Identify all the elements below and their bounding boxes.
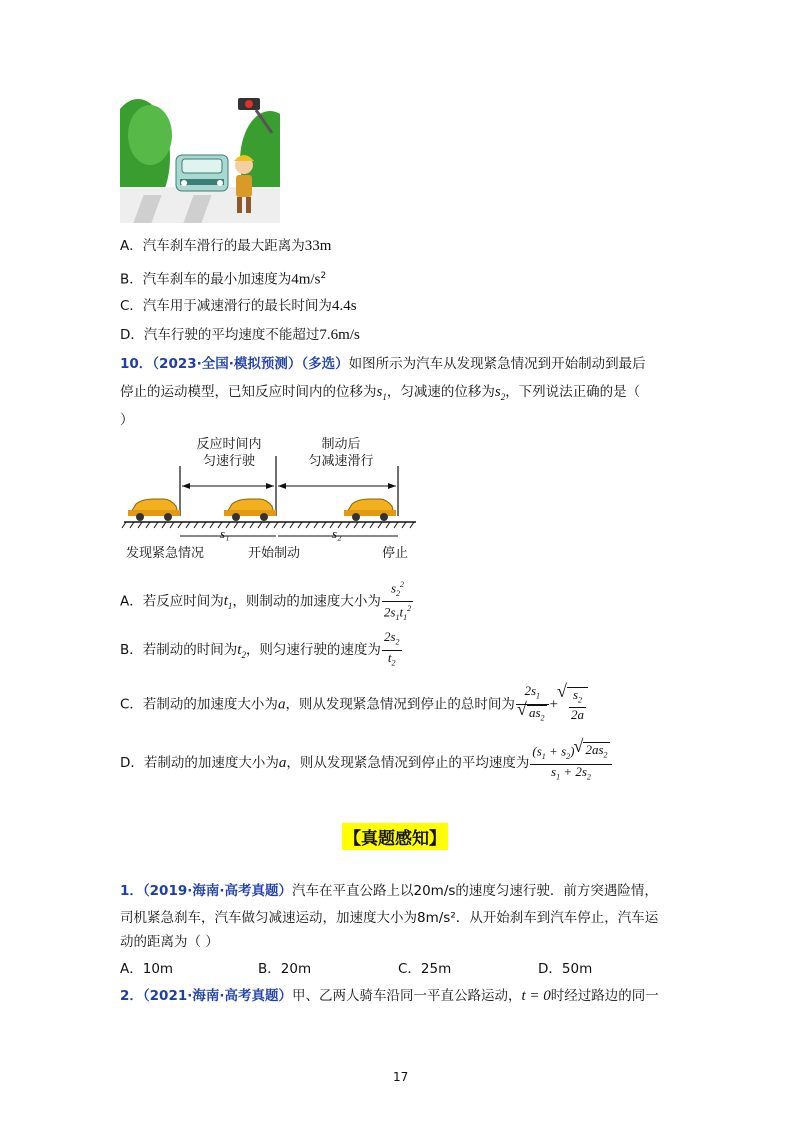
option-b-value: 4m/s	[291, 271, 321, 288]
q10-line-2: 停止的运动模型，已知反应时间内的位移为$s_1$，匀减速的位移为$s_2$，下列说法正确的是（	[120, 384, 641, 402]
fig-label-start: 开始制动	[248, 546, 301, 561]
option-d	[120, 325, 360, 345]
q10-option-c-pre: C．若制动的加速度大小为	[120, 696, 278, 713]
pedestrian-crossing-illustration	[120, 95, 280, 223]
tq1-stem-3: 动的距离为（ ）	[120, 934, 219, 950]
q10-option-b-mid: ，则匀速行驶的速度为	[245, 642, 381, 659]
q10-tag: （多选）	[301, 356, 349, 372]
tq2-source: （2021·海南·高考真题）	[142, 988, 292, 1004]
q10-option-d-mid: ，则从发现紧急情况到停止的平均速度为	[286, 755, 530, 772]
q10-line-1	[120, 354, 646, 374]
page-number: 17	[393, 1070, 409, 1084]
tq2-formula: t = 0	[521, 988, 551, 1004]
tq2-number: 2．	[120, 988, 143, 1004]
q10-option-b-formula: $\frac{2s_2}{t_2}$	[383, 629, 400, 668]
q10-stem-2a: 停止的运动模型，已知反应时间内的位移为	[120, 384, 377, 400]
option-b-superscript: 2	[320, 271, 327, 281]
q10-option-b-pre: B．若制动的时间为	[120, 642, 238, 659]
fig-label-found: 发现紧急情况	[126, 546, 205, 561]
fig-label-s2: s₂	[332, 526, 342, 541]
option-c-text: C．汽车用于减速滑行的最长时间为	[120, 298, 332, 314]
option-b	[120, 266, 326, 290]
tq2-stem-1b: 时经过路边的同一	[550, 988, 659, 1004]
tq2-stem-1a: 甲、乙两人骑车沿同一平直公路运动，	[292, 988, 522, 1004]
tq1-option-c: C．25m	[398, 961, 452, 977]
tq2-line-1	[120, 986, 659, 1006]
fig-label-brake-2: 匀减速滑行	[308, 454, 374, 469]
q10-option-c-mid: ，则从发现紧急情况到停止的总时间为	[285, 696, 515, 713]
option-d-value: 7.6m/s	[319, 327, 360, 343]
fig-label-brake-1: 制动后	[321, 437, 361, 452]
q10-source: （2023·全国·模拟预测）	[152, 356, 302, 372]
fig-label-reaction-2: 匀速行驶	[202, 454, 255, 469]
q10-stem-1: 如图所示为汽车从发现紧急情况到开始制动到最后	[348, 356, 646, 372]
q10-option-d-pre: D．若制动的加速度大小为	[120, 755, 279, 772]
q10-number: 10．	[120, 356, 153, 372]
tq1-stem-1: 汽车在平直公路上以20m/s的速度匀速行驶．前方突遇险情，	[292, 883, 658, 899]
tq1-number: 1．	[120, 883, 143, 899]
q10-option-d: D．若制动的加速度大小为a，则从发现紧急情况到停止的平均速度为 $\frac{(s_1 + s_2)√ 2as_2}{s_1 + 2s_2}$	[120, 742, 613, 784]
tq1-source: （2019·海南·高考真题）	[142, 883, 292, 899]
q10-option-b: B．若制动的时间为$t_2$，则匀速行驶的速度为 $\frac{2s_2}{t_2}$	[120, 630, 403, 672]
option-a	[120, 236, 331, 256]
option-d-text: D．汽车行驶的平均速度不能超过	[120, 327, 320, 343]
q10-option-d-formula: $\frac{(s_1 + s_2)√ 2as_2}{s_1 + 2s_2}$	[530, 742, 611, 784]
q10-option-c-formula-2: √ $\frac{s_2}{2a}$	[567, 687, 588, 723]
q10-option-a: A．若反应时间为$t_1$，则制动的加速度大小为 $\frac{s_2^2}{2s_1t_1^2}$	[120, 578, 414, 625]
fig-label-reaction-1: 反应时间内	[196, 437, 262, 452]
section-heading: 【真题感知】	[342, 823, 448, 850]
option-c-value: 4.4s	[331, 298, 357, 314]
q10-stem-2b: ，匀减速的位移为	[386, 384, 495, 400]
option-a-value: 33m	[304, 238, 332, 254]
fig-label-s1: s₁	[220, 526, 230, 541]
tq1-line-1	[120, 881, 658, 901]
q10-stem-2c: ，下列说法正确的是（	[505, 384, 641, 400]
q10-motion-figure	[120, 436, 420, 562]
q10-option-c: C．若制动的加速度大小为a，则从发现紧急情况到停止的总时间为 $2s_1$ √ $as_2$ + √ $\frac{s_2}{2a}$	[120, 684, 589, 725]
tq1-option-a: A．10m	[120, 961, 174, 977]
tq1-option-d: D．50m	[538, 961, 593, 977]
q10-option-a-formula: $\frac{s_2^2}{2s_1t_1^2}$	[383, 580, 412, 622]
q10-option-a-mid: ，则制动的加速度大小为	[232, 593, 381, 610]
option-b-text: B．汽车刹车的最小加速度为	[120, 271, 292, 288]
q10-option-a-pre: A．若反应时间为	[120, 593, 224, 610]
tq1-option-b: B．20m	[258, 961, 312, 977]
fig-label-stop: 停止	[382, 546, 409, 561]
tq1-stem-2: 司机紧急刹车，汽车做匀减速运动，加速度大小为8m/s²．从开始刹车到汽车停止，汽车运	[120, 910, 659, 926]
q10-stem-3: ）	[120, 412, 134, 428]
q10-option-c-formula-1: $2s_1$ √ $as_2$	[516, 684, 549, 725]
option-a-text: A．汽车刹车滑行的最大距离为	[120, 238, 305, 254]
option-c	[120, 296, 357, 316]
